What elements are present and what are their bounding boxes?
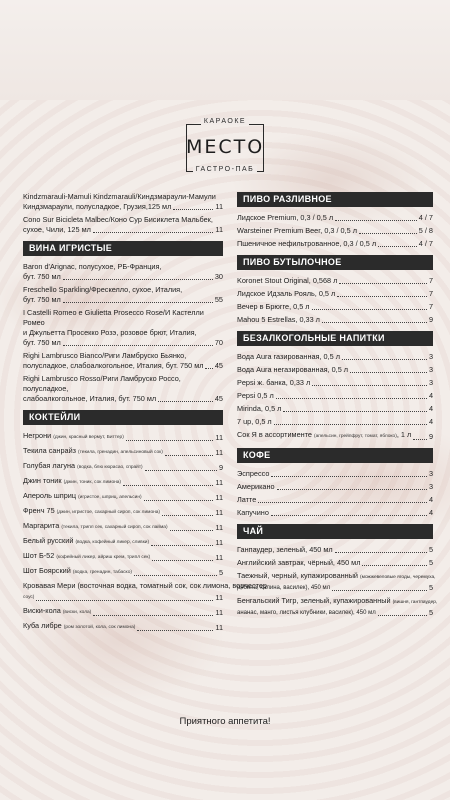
menu-item: Вода Aura негазированная, 0,5 л 3: [237, 365, 433, 374]
menu-item: Американо 3: [237, 482, 433, 491]
menu-item: Kindzmarauli-Mamuli Kindzmarauli/Киндзмараули-Мамули Киндзмараули, полусладкое, Грузия,125 мл 11: [23, 192, 223, 211]
menu-item: Таежный, черный, купажированный (можжевеловые ягоды, черемуха, рябина, калина, василек), 450 мл 5: [237, 571, 436, 592]
menu-item: Warsteiner Premium Beer, 0,3 / 0,5 л 5 / 8: [237, 226, 433, 235]
logo-top-text: КАРАОКЕ: [186, 118, 264, 125]
logo-bottom-text: ГАСТРО-ПАБ: [186, 166, 264, 173]
coffee-list: [237, 469, 433, 518]
logo-main-text: МЕСТО: [186, 136, 265, 158]
menu-item: I Castelli Romeo e Giulietta Prosecco Rose/И Кастелли Ромео и Джульетта Просекко Розэ, розовое брют, Италия, бут. 750 мл 70: [23, 308, 223, 347]
menu-item: Лидское Идзаль Рояль, 0,5 л 7: [237, 289, 433, 298]
menu-item: Cono Sur Bicicleta Malbec/Коно Сур Бисиклета Мальбек, сухое, Чили, 125 мл 11: [23, 215, 223, 234]
section-header-draft-beer: ПИВО РАЗЛИВНОЕ: [237, 192, 433, 207]
menu-item: Кровавая Мери (восточная водка, томатный сок, сок лимона, ворчестер соус) 11: [23, 581, 267, 602]
menu-item: Сок Я в ассортименте (апельсин, грейпфрут, томат, яблоко), 1 л 9: [237, 430, 433, 441]
section-header-bottled-beer: ПИВО БУТЫЛОЧНОЕ: [237, 255, 433, 270]
menu-item: Капучино 4: [237, 508, 433, 517]
menu-item: Виски-кола (виски, кола) 11: [23, 606, 223, 617]
menu-item: Mahou 5 Estrellas, 0,33 л 9: [237, 315, 433, 324]
menu-item: Голубая лагуна (водка, блю кюрасао, спрайт) 9: [23, 461, 223, 472]
soft-drinks-list: [237, 352, 433, 427]
menu-item: Freschello Sparkling/Фрескелло, сухое, Италия, бут. 750 мл 55: [23, 285, 223, 304]
menu-item: Эспрессо 3: [237, 469, 433, 478]
menu-item: Латте 4: [237, 495, 433, 504]
menu-item: Righi Lambrusco Rosso/Риги Ламбруско Россо, полусладкое, слабоалкогольное, Италия, бут. 750 мл 45: [23, 374, 223, 403]
menu-item: Белый русский (водка, кофейный ликер, сливки) 11: [23, 536, 223, 547]
menu-item: Koronet Stout Original, 0,568 л 7: [237, 276, 433, 285]
section-header-sparkling: ВИНА ИГРИСТЫЕ: [23, 241, 223, 256]
menu-item: Маргарита (текила, трипл сек, сахарный сироп, сок лайма) 11: [23, 521, 223, 532]
menu-item: Лидское Premium, 0,3 / 0,5 л 4 / 7: [237, 213, 433, 222]
menu-item: Шот Боярский (водка, гренадин, табаско) 5: [23, 566, 223, 577]
draft-beer-list: [237, 213, 433, 249]
menu-item: Апероль шприц (игристое, шприц, апельсин) 11: [23, 491, 223, 502]
menu-item: Шот Б-52 (кофейный ликер, айриш крем, трипл сек) 11: [23, 551, 223, 562]
section-header-coffee: КОФЕ: [237, 448, 433, 463]
top-band: [0, 0, 450, 100]
menu-item: Английский завтрак, чёрный, 450 мл 5: [237, 558, 433, 567]
logo: [186, 118, 264, 180]
menu-item: Pepsi ж. банка, 0,33 л 3: [237, 378, 433, 387]
footer-text: Приятного аппетита!: [179, 716, 271, 727]
section-header-soft-drinks: БЕЗАЛКОГОЛЬНЫЕ НАПИТКИ: [237, 331, 433, 346]
menu-item: Righi Lambrusco Bianco/Риги Ламбруско Бьянко, полусладкое, слабоалкогольное, Италия, бут. 750 мл 45: [23, 351, 223, 370]
menu-item: Куба либре (ром золотой, кола, сок лимона) 11: [23, 621, 223, 632]
menu-item: Негрони (джин, красный вермут, Биттер) 11: [23, 431, 223, 442]
section-header-tea: ЧАЙ: [237, 524, 433, 539]
menu-item: 7 up, 0,5 л 4: [237, 417, 433, 426]
menu-item: Вода Aura газированная, 0,5 л 3: [237, 352, 433, 361]
menu-item: Пшеничное нефильтрованное, 0,3 / 0,5 л 4 / 7: [237, 239, 433, 248]
menu-item: Ганпаудер, зеленый, 450 мл 5: [237, 545, 433, 554]
menu-item: Baron d'Arignac, полусухое, РБ-Франция, бут. 750 мл 30: [23, 262, 223, 281]
bottled-beer-list: [237, 276, 433, 325]
right-column: [237, 192, 438, 621]
menu-item: Джин тоник (джин, тоник, сок лимона) 11: [23, 476, 223, 487]
menu-item: Mirinda, 0,5 л 4: [237, 404, 433, 413]
menu-item: Pepsi 0,5 л 4: [237, 391, 433, 400]
menu-item: Френч 75 (джин, игристое, сахарный сироп, сок лимона) 11: [23, 506, 223, 517]
menu-item: Бенгальский Тигр, зеленый, купажированный (вишня, гантпаудер, ананас, манго, листья клубники, василек), 450 мл 5: [237, 596, 438, 617]
menu-item: Вечер в Брюгге, 0,5 л 7: [237, 302, 433, 311]
section-header-cocktails: КОКТЕЙЛИ: [23, 410, 223, 425]
menu-item: Текила санрайз (текила, гренадин, апельсиновый сок) 11: [23, 446, 223, 457]
